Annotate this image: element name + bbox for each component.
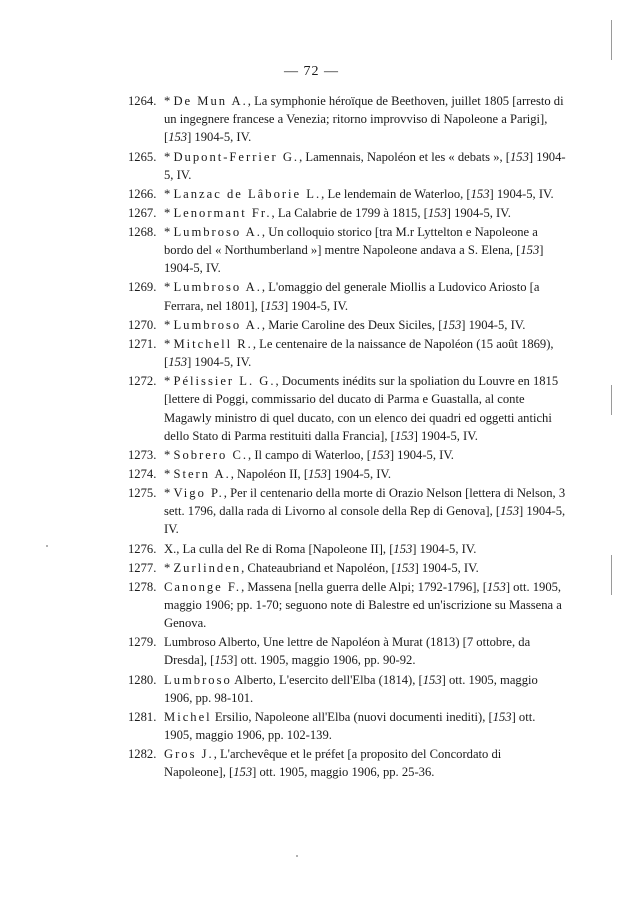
entry-tail: ] 1904-5, IV. bbox=[187, 130, 252, 145]
entry-star: * bbox=[164, 94, 174, 108]
entry-text: , Massena [nella guerra delle Alpi; 1792-1796], [ bbox=[241, 579, 487, 594]
entry-number: 1266. bbox=[128, 186, 157, 201]
entry-ref: 153 bbox=[168, 130, 188, 145]
entry-star: * bbox=[164, 336, 174, 351]
entry-author: Pélissier L. G. bbox=[173, 374, 276, 389]
entry-number: 1267. bbox=[128, 205, 157, 220]
entry-number: 1275. bbox=[128, 486, 157, 501]
entry-star: * bbox=[164, 149, 174, 164]
entry-star: * bbox=[164, 205, 174, 220]
entry-tail: ] 1904-5, IV. bbox=[164, 243, 544, 276]
entry-author: Lanzac de Lâborie L. bbox=[173, 186, 322, 201]
entry-ref: 153 bbox=[308, 466, 327, 481]
entry-author: Lumbroso bbox=[164, 672, 232, 687]
entry-ref: 153 bbox=[442, 317, 462, 332]
entry-tail: ] 1904-5, IV. bbox=[414, 560, 479, 575]
entry-tail: ] 1904-5, IV. bbox=[389, 447, 454, 462]
entry-number: 1277. bbox=[128, 560, 157, 575]
entry-number: 1278. bbox=[128, 579, 157, 594]
bibliography-entry bbox=[128, 484, 566, 539]
bibliography-entry bbox=[128, 559, 566, 577]
entry-text: , Per il centenario della morte di Orazio Nelson [lettera di Nelson, 3 sett. 1796, dalla rada di Livorno al console della Rep di Genova], [ bbox=[164, 486, 566, 519]
entry-author: Sobrero C. bbox=[173, 447, 249, 462]
entry-tail: ] 1904-5, IV. bbox=[326, 466, 392, 481]
entry-ref: 153 bbox=[394, 428, 414, 443]
entry-text: , L'archevêque et le préfet [a proposito del Concordato di Napoleone], [ bbox=[164, 747, 502, 780]
bibliography-entry bbox=[128, 204, 566, 222]
entry-tail: ] ott. 1905, maggio 1906, pp. 25-36. bbox=[252, 765, 435, 780]
entry-text: , La symphonie héroïque de Beethoven, juillet 1805 [arresto di un ingegnere francese a Venezia; ritorno improvviso di Napoleone a Parigi], [ bbox=[164, 94, 564, 145]
entry-star: * bbox=[164, 447, 174, 462]
entry-tail: ] 1904-5, IV. bbox=[461, 317, 526, 332]
entry-ref: 153 bbox=[500, 504, 519, 519]
entry-number: 1264. bbox=[128, 94, 157, 108]
page-edge-line bbox=[611, 20, 612, 60]
entry-text: , L'omaggio del generale Miollis a Ludovico Ariosto [a Ferrara, nel 1801], [ bbox=[164, 280, 540, 313]
entry-number: 1265. bbox=[128, 149, 157, 164]
entry-number: 1270. bbox=[128, 317, 157, 332]
entry-number: 1273. bbox=[128, 447, 157, 462]
entry-tail: ] 1904-5, IV. bbox=[164, 149, 566, 182]
entry-ref: 153 bbox=[422, 672, 442, 687]
bibliography-entry bbox=[128, 540, 566, 558]
entry-number: 1274. bbox=[128, 466, 157, 481]
entry-star: * bbox=[164, 224, 174, 239]
entry-tail: ] ott. 1905, maggio 1906; pp. 1-70; seguono note di Balestre ed un'iscrizione su Massena a Genova. bbox=[164, 579, 562, 631]
entry-ref: 153 bbox=[393, 541, 413, 556]
bibliography-entry bbox=[128, 148, 566, 184]
entry-star: * bbox=[164, 466, 174, 481]
entry-star: * bbox=[164, 374, 174, 389]
bibliography-entry bbox=[128, 446, 566, 464]
bibliography-entry bbox=[128, 745, 566, 781]
entry-author: Lenormant Fr. bbox=[173, 205, 272, 220]
entry-author: Gros J. bbox=[164, 747, 214, 762]
entry-text: X., La culla del Re di Roma [Napoleone II], [ bbox=[164, 541, 394, 556]
entry-ref: 153 bbox=[470, 186, 490, 201]
entry-author: Mitchell R. bbox=[173, 336, 253, 351]
entry-ref: 153 bbox=[233, 765, 253, 780]
bibliography-entry bbox=[128, 316, 566, 334]
entry-text: , Chateaubriand et Napoléon, [ bbox=[241, 560, 396, 575]
bibliography-list bbox=[128, 92, 566, 782]
entry-text: , Un colloquio storico [tra M.r Lyttelton e Napoleone a bordo del « Northumberland »] mentre Napoleone andava a S. Elena, [ bbox=[164, 224, 538, 258]
entry-author: Michel bbox=[164, 709, 212, 724]
entry-author: Lumbroso A. bbox=[173, 224, 262, 239]
entry-star: * bbox=[164, 317, 174, 332]
entry-tail: ] 1904-5, IV. bbox=[413, 428, 478, 443]
entry-number: 1279. bbox=[128, 635, 157, 650]
entry-text: Alberto, L'esercito dell'Elba (1814), [ bbox=[231, 672, 423, 687]
bibliography-entry bbox=[128, 92, 566, 147]
entry-tail: ] 1904-5, IV. bbox=[187, 355, 252, 370]
entry-number: 1268. bbox=[128, 224, 157, 239]
entry-star: * bbox=[164, 186, 174, 201]
entry-text: , La Calabrie de 1799 à 1815, [ bbox=[271, 205, 428, 220]
entry-ref: 153 bbox=[214, 653, 234, 668]
entry-ref: 153 bbox=[492, 709, 512, 724]
scan-speck bbox=[296, 855, 298, 857]
page-number: — 72 — bbox=[284, 64, 339, 79]
entry-ref: 153 bbox=[427, 205, 447, 220]
bibliography-entry bbox=[128, 335, 566, 371]
entry-text: , Il campo di Waterloo, [ bbox=[248, 447, 371, 462]
entry-ref: 153 bbox=[168, 355, 188, 370]
bibliography-entry bbox=[128, 708, 566, 744]
entry-tail: ] 1904-5, IV. bbox=[283, 298, 349, 313]
entry-tail: ] 1904-5, IV. bbox=[489, 186, 554, 201]
entry-author: Dupont-Ferrier G. bbox=[173, 149, 300, 164]
page-edge-line bbox=[611, 385, 612, 415]
entry-number: 1272. bbox=[128, 374, 157, 389]
entry-author: Canonge F. bbox=[164, 579, 242, 594]
entry-tail: ] 1904-5, IV. bbox=[412, 541, 477, 556]
entry-ref: 153 bbox=[370, 447, 390, 462]
bibliography-entry bbox=[128, 278, 566, 314]
entry-text: , Le lendemain de Waterloo, [ bbox=[321, 186, 471, 201]
entry-tail: ] 1904-5, IV. bbox=[446, 205, 511, 220]
entry-text: Ersilio, Napoleone all'Elba (nuovi documenti inediti), [ bbox=[211, 709, 493, 724]
bibliography-entry bbox=[128, 185, 566, 203]
bibliography-entry bbox=[128, 465, 566, 483]
bibliography-entry bbox=[128, 671, 566, 707]
bibliography-entry bbox=[128, 578, 566, 633]
entry-number: 1276. bbox=[128, 541, 157, 556]
scan-speck bbox=[46, 545, 48, 547]
entry-author: De Mun A. bbox=[173, 94, 248, 108]
entry-number: 1271. bbox=[128, 336, 157, 351]
bibliography-entry bbox=[128, 633, 566, 669]
entry-ref: 153 bbox=[265, 298, 284, 313]
entry-tail: ] 1904-5, IV. bbox=[164, 504, 566, 537]
entry-star: * bbox=[164, 280, 174, 295]
entry-ref: 153 bbox=[395, 560, 415, 575]
page-edge-line bbox=[611, 555, 612, 595]
entry-tail: ] ott. 1905, maggio 1906, pp. 98-101. bbox=[164, 672, 538, 705]
entry-text: , Marie Caroline des Deux Siciles, [ bbox=[261, 317, 443, 332]
entry-author: Stern A. bbox=[173, 466, 231, 481]
bibliography-entry bbox=[128, 372, 566, 445]
bibliography-entry bbox=[128, 223, 566, 278]
entry-author: Lumbroso A. bbox=[173, 280, 262, 295]
entry-text: Lumbroso Alberto, Une lettre de Napoléon à Murat (1813) [7 ottobre, da Dresda], [ bbox=[164, 635, 531, 668]
entry-text: , Le centenaire de la naissance de Napoléon (15 août 1869), [ bbox=[164, 336, 554, 370]
entry-text: , Napoléon II, [ bbox=[230, 466, 309, 481]
entry-tail: ] ott. 1905, maggio 1906, pp. 90-92. bbox=[233, 653, 416, 668]
entry-number: 1280. bbox=[128, 672, 157, 687]
entry-author: Zurlinden bbox=[173, 560, 242, 575]
entry-tail: ] ott. 1905, maggio 1906, pp. 102-139. bbox=[164, 709, 536, 743]
entry-number: 1282. bbox=[128, 747, 157, 762]
entry-ref: 153 bbox=[520, 243, 540, 258]
entry-ref: 153 bbox=[509, 149, 529, 164]
entry-number: 1281. bbox=[128, 709, 157, 724]
entry-number: 1269. bbox=[128, 280, 157, 295]
entry-author: Lumbroso A. bbox=[173, 317, 262, 332]
entry-star: * bbox=[164, 560, 174, 575]
entry-author: Vigo P. bbox=[173, 486, 224, 501]
entry-star: * bbox=[164, 486, 174, 501]
entry-text: , Lamennais, Napoléon et les « debats », [ bbox=[299, 149, 510, 164]
entry-text: , Documents inédits sur la spoliation du Louvre en 1815 [lettere di Poggi, commissario del ducato di Parma e Guastalla, al conte Magawly ministro di quel ducato, con un elenco dei quadri ed oggetti antichi dello Stato di Parma restituiti dalla Francia], [ bbox=[164, 374, 559, 443]
entry-ref: 153 bbox=[486, 579, 506, 594]
